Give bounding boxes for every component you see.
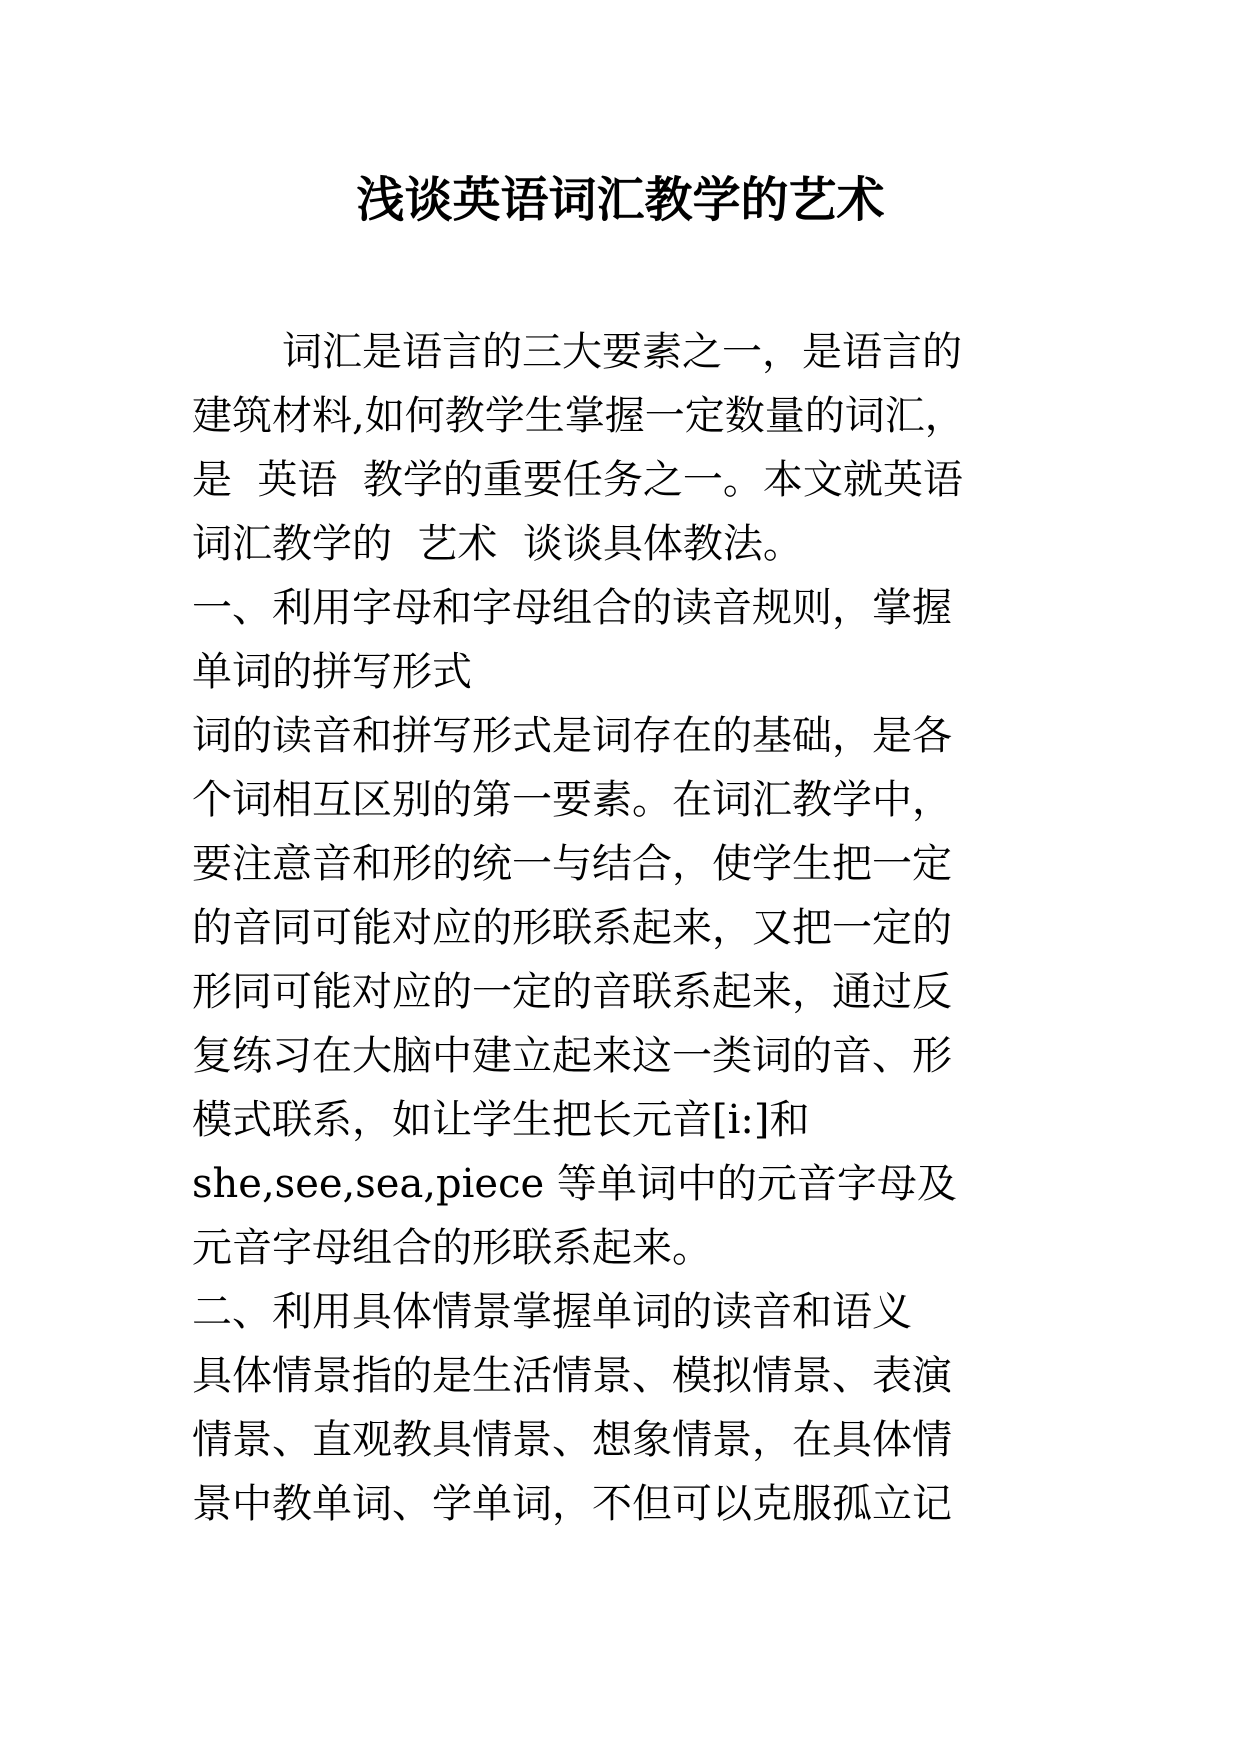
- paragraph-line: 的音同可能对应的形联系起来，又把一定的: [192, 905, 952, 951]
- paragraph-line: 元音字母组合的形联系起来。: [192, 1225, 712, 1271]
- paragraph-line: 具体情景指的是生活情景、模拟情景、表演: [192, 1353, 952, 1399]
- paragraph-line: 个词相互区别的第一要素。在词汇教学中，: [192, 777, 952, 823]
- paragraph-line: 景中教单词、学单词，不但可以克服孤立记: [192, 1481, 952, 1527]
- paragraph-line: 建筑材料,如何教学生掌握一定数量的词汇，: [192, 393, 965, 439]
- paragraph-line: 是 英语 教学的重要任务之一。本文就英语: [192, 457, 963, 503]
- paragraph-line: she,see,sea,piece 等单词中的元音字母及: [192, 1161, 957, 1207]
- paragraph-line: 复练习在大脑中建立起来这一类词的音、形: [192, 1033, 952, 1079]
- section-heading-line: 二、利用具体情景掌握单词的读音和语义: [192, 1289, 912, 1335]
- paragraph-line: 要注意音和形的统一与结合，使学生把一定: [192, 841, 952, 887]
- section-heading-line: 一、利用字母和字母组合的读音规则，掌握: [192, 585, 952, 631]
- paragraph-line: 模式联系，如让学生把长元音[i:]和: [192, 1097, 810, 1143]
- document-title: 浅谈英语词汇教学的艺术: [356, 172, 885, 228]
- paragraph-line: 词汇教学的 艺术 谈谈具体教法。: [192, 521, 803, 567]
- document-body: [192, 320, 1072, 1536]
- paragraph-line: 词汇是语言的三大要素之一，是语言的: [282, 329, 962, 375]
- paragraph-line: 情景、直观教具情景、想象情景，在具体情: [192, 1417, 952, 1463]
- paragraph-line: 形同可能对应的一定的音联系起来，通过反: [192, 969, 952, 1015]
- paragraph-line: 词的读音和拼写形式是词存在的基础，是各: [192, 713, 952, 759]
- section-heading-line: 单词的拼写形式: [192, 649, 472, 695]
